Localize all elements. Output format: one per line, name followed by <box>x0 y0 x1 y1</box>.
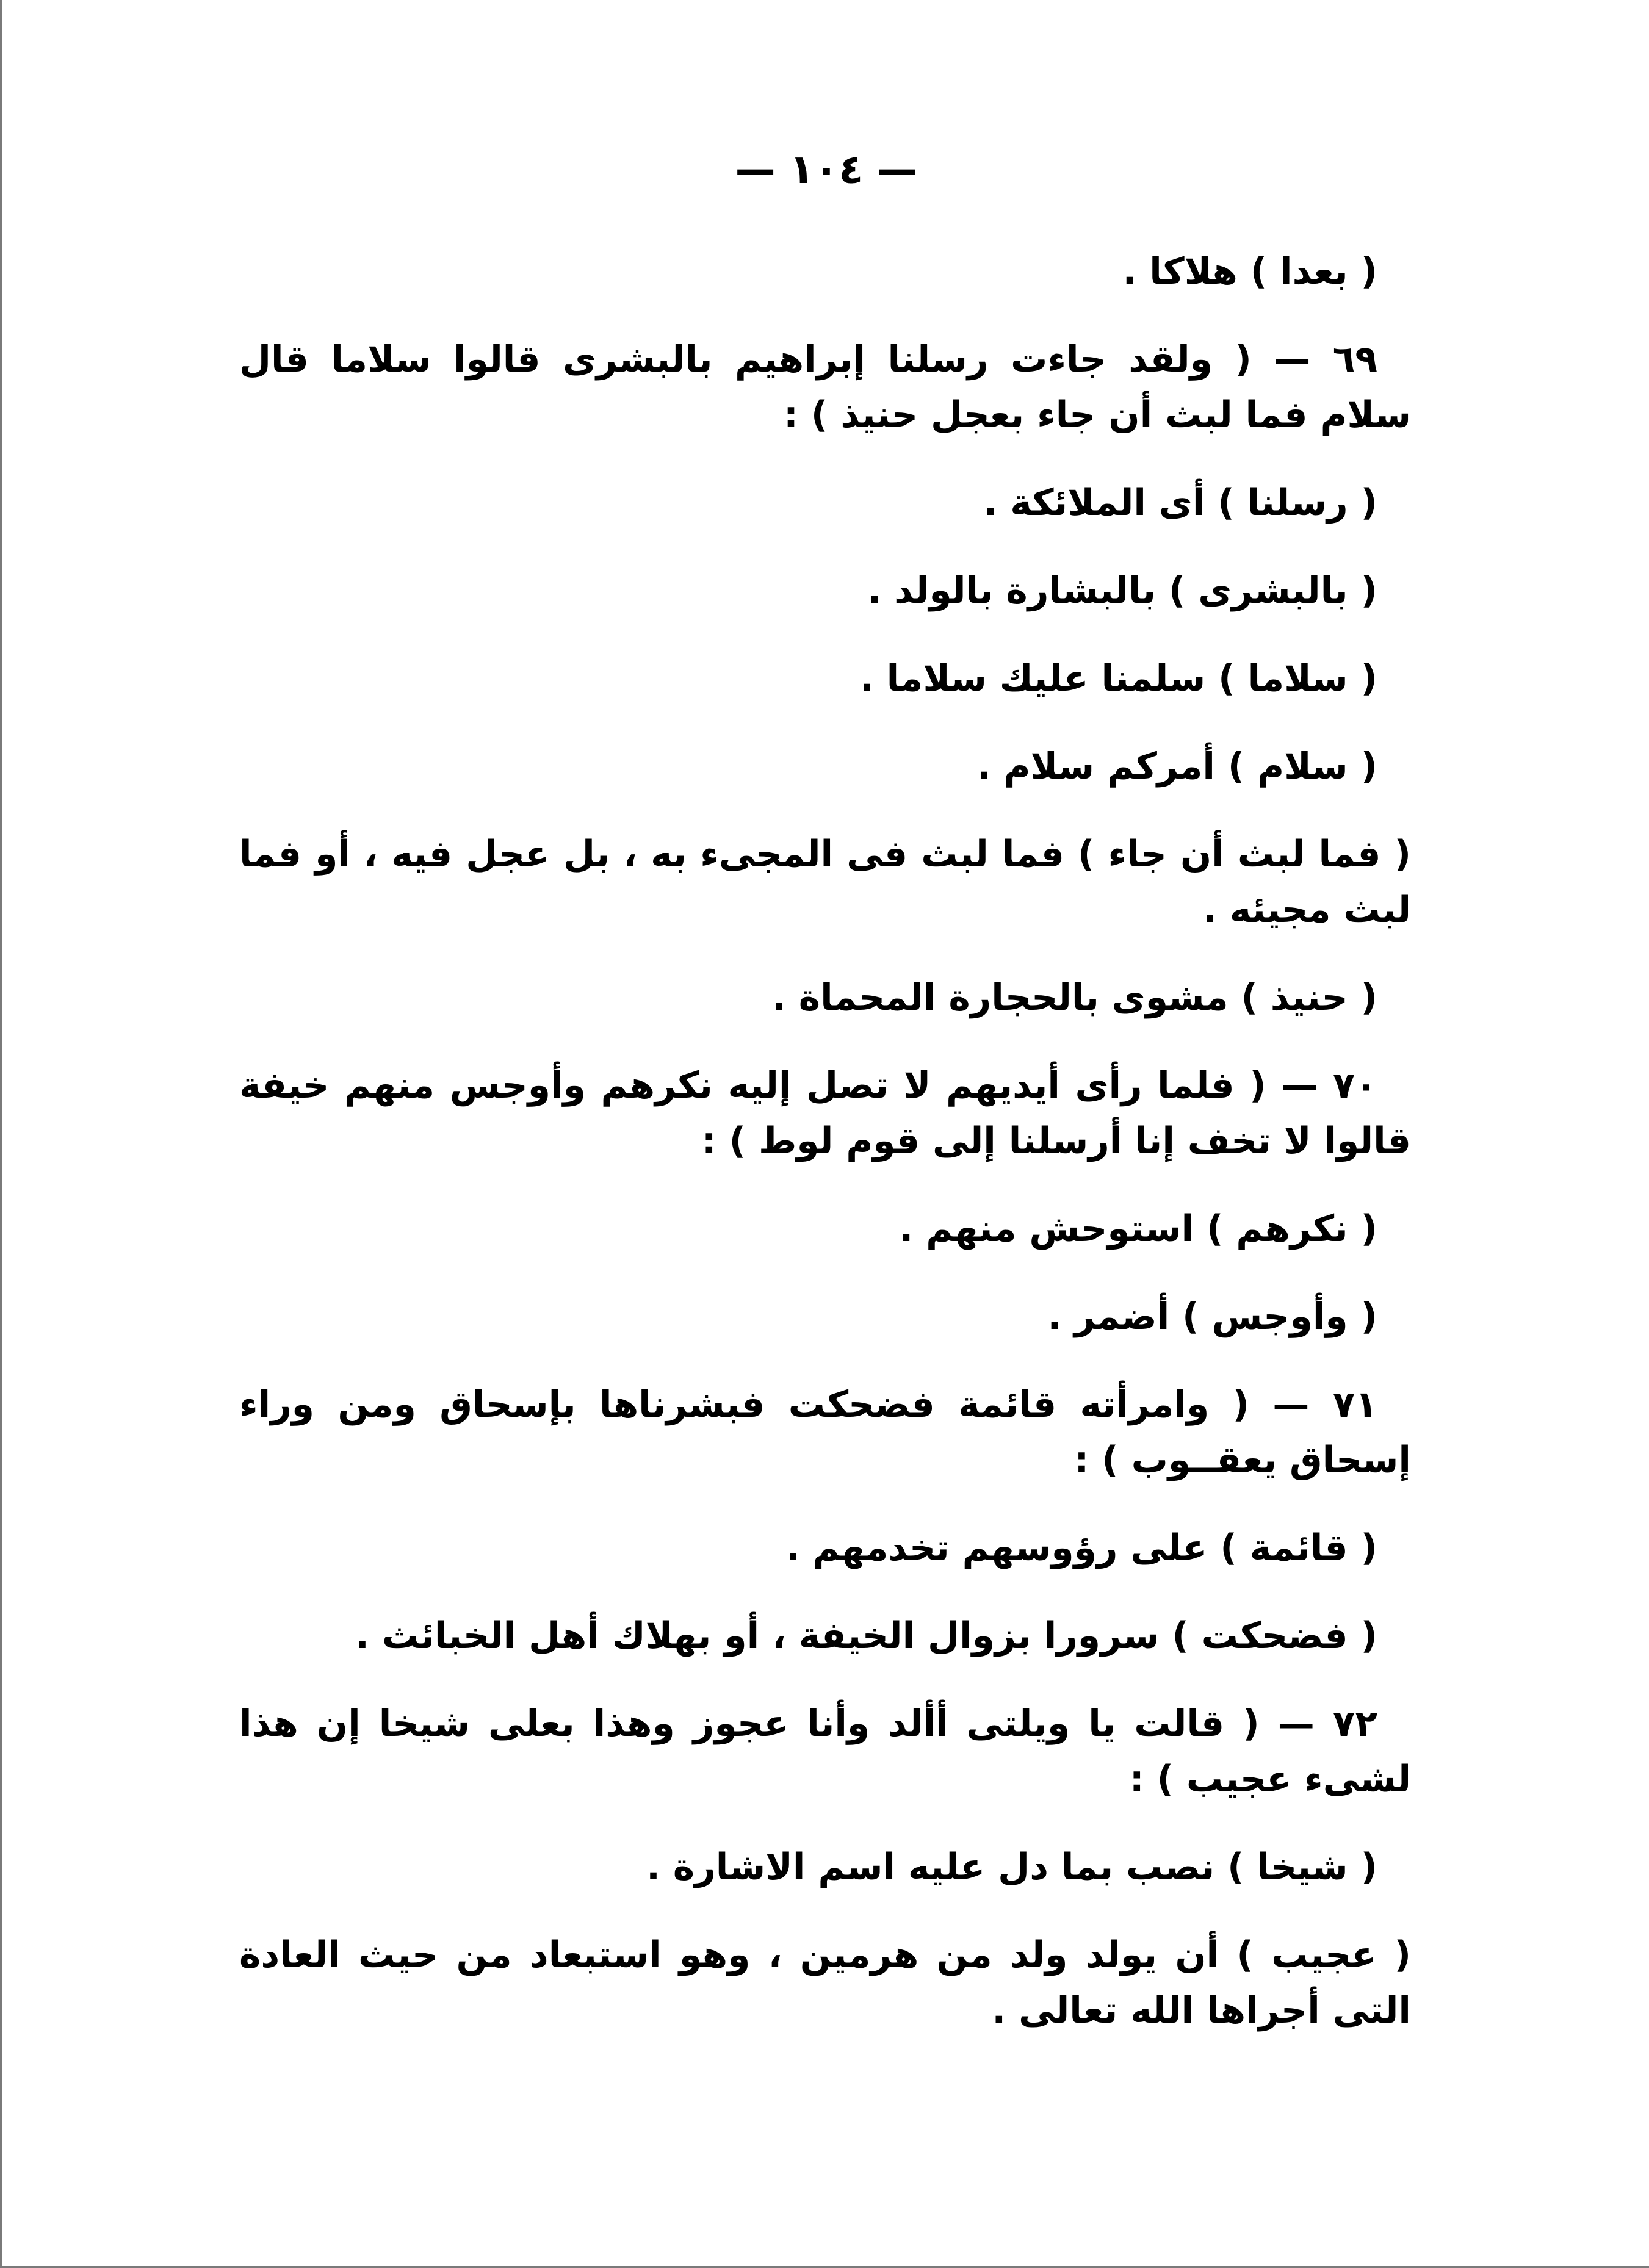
gloss-line: ( رسلنا ) أى الملائكة . <box>983 481 1377 524</box>
gloss-line: ( بعدا ) هلاكا . <box>1122 250 1377 293</box>
verse-paragraph: ٦٩ — ( ولقد جاءت رسلنا إبراهيم بالبشرى قالوا سلاما قال سلام فما لبث أن جاء بعجل حنيذ ) : <box>239 338 1411 436</box>
gloss-line: ( قائمة ) على رؤوسهم تخدمهم . <box>785 1527 1377 1569</box>
gloss-paragraph: ( عجيب ) أن يولد ولد من هرمين ، وهو استبعاد من حيث العادة التى أجراها الله تعالى . <box>239 1934 1411 2032</box>
verse-paragraph: ٧٢ — ( قالت يا ويلتى أألد وأنا عجوز وهذا بعلى شيخا إن هذا لشىء عجيب ) : <box>239 1702 1411 1801</box>
gloss-line: ( نكرهم ) استوحش منهم . <box>899 1208 1377 1250</box>
page-body <box>239 244 1411 2071</box>
gloss-line: ( فضحكت ) سرورا بزوال الخيفة ، أو بهلاك أهل الخبائث . <box>355 1615 1377 1657</box>
gloss-line: ( شيخا ) نصب بما دل عليه اسم الاشارة . <box>646 1846 1377 1888</box>
verse-paragraph: ٧١ — ( وامرأته قائمة فضحكت فبشرناها بإسحاق ومن وراء إسحاق يعقــوب ) : <box>239 1383 1411 1481</box>
gloss-line: ( حنيذ ) مشوى بالحجارة المحماة . <box>772 976 1377 1019</box>
gloss-line: ( وأوجس ) أضمر . <box>1047 1295 1377 1338</box>
page-number: — ١٠٤ — <box>735 146 918 193</box>
gloss-paragraph: ( فما لبث أن جاء ) فما لبث فى المجىء به ، بل عجل فيه ، أو فما لبث مجيئه . <box>239 833 1411 931</box>
gloss-line: ( سلاما ) سلمنا عليك سلاما . <box>859 657 1377 700</box>
verse-paragraph: ٧٠ — ( فلما رأى أيديهم لا تصل إليه نكرهم وأوجس منهم خيفة قالوا لا تخف إنا أرسلنا إلى قوم لوط ) : <box>239 1064 1411 1162</box>
gloss-line: ( سلام ) أمركم سلام . <box>976 745 1377 788</box>
gloss-line: ( بالبشرى ) بالبشارة بالولد . <box>867 569 1377 612</box>
